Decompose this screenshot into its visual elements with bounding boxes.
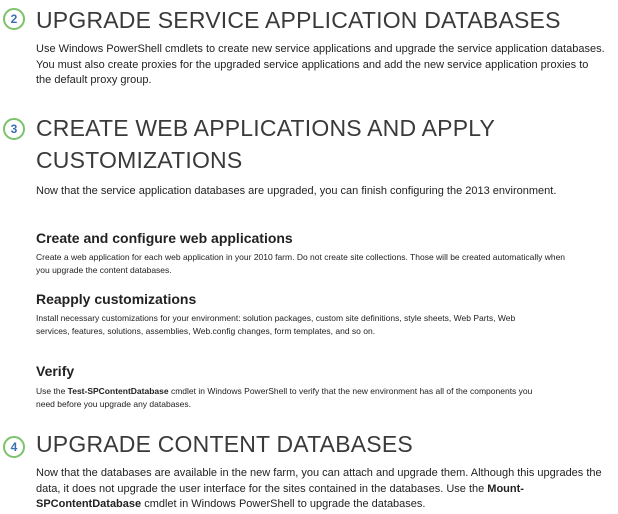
section-4-paragraph	[36, 466, 611, 513]
verify-text	[36, 385, 546, 410]
verify-subheading: Verify	[36, 363, 75, 379]
step-4-badge	[3, 436, 25, 458]
step-2-badge	[3, 8, 25, 30]
section-4-text-after: cmdlet in Windows PowerShell to upgrade the databases.	[141, 498, 426, 510]
create-web-apps-subheading: Create and configure web applications	[36, 230, 293, 246]
section-3-heading-line-1: CREATE WEB APPLICATIONS AND APPLY	[36, 115, 496, 141]
section-4-text-before: Now that the databases are available in the new farm, you can attach and upgrade them. Although this upgrades the data, it does not upgrade the user interface for the sites contained in the databases. Use the	[36, 467, 602, 495]
section-3-paragraph: Now that the service application databases are upgraded, you can finish configuring the 2013 environment.	[36, 185, 557, 197]
section-2-paragraph: Use Windows PowerShell cmdlets to create new service applications and upgrade the service application databases. You must also create proxies for the upgraded service applications and add the new service application proxies to the default proxy group.	[36, 43, 605, 86]
verify-text-after: cmdlet in Windows PowerShell to verify that the new environment has all of the components you need before you upgrade any databases.	[36, 386, 533, 409]
section-4-heading: UPGRADE CONTENT DATABASES	[36, 431, 413, 457]
mount-spcontentdatabase-cmdlet: Mount-SPContentDatabase	[36, 482, 524, 510]
reapply-customizations-subheading: Reapply customizations	[36, 291, 197, 307]
step-4-number: 4	[10, 440, 18, 454]
test-spcontentdatabase-cmdlet: Test-SPContentDatabase	[67, 386, 169, 396]
create-web-apps-text: Create a web application for each web application in your 2010 farm. Do not create site collections. Those will be created automatically when you upgrade the content databases.	[36, 252, 566, 275]
section-2-heading: UPGRADE SERVICE APPLICATION DATABASES	[36, 7, 561, 33]
step-2-number: 2	[10, 12, 18, 26]
reapply-customizations-text: Install necessary customizations for your environment: solution packages, custom site definitions, style sheets, Web Parts, Web services, features, solutions, assemblies, Web.config changes, form templates, and so on.	[36, 313, 516, 336]
verify-text-before: Use the	[36, 386, 68, 396]
step-3-badge	[3, 118, 25, 140]
step-3-number: 3	[10, 122, 18, 136]
section-3-heading-line-2: CUSTOMIZATIONS	[36, 147, 243, 173]
